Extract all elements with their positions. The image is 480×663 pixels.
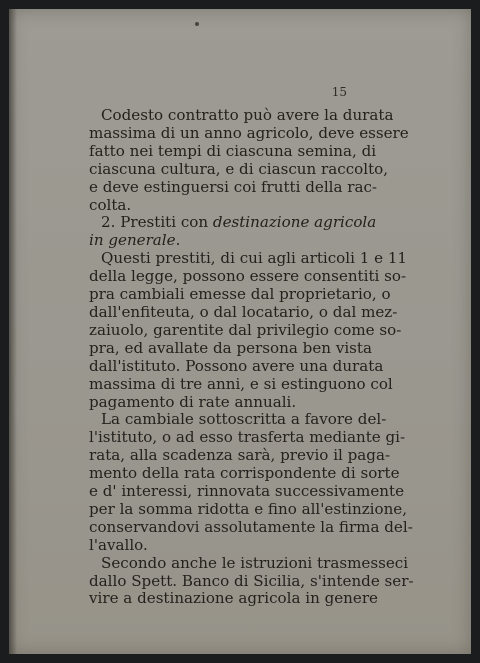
text-line-plain: e d' interessi, rinnovata successivamente — [89, 482, 405, 501]
text-line — [89, 482, 405, 501]
text-line-plain: l'avallo. — [89, 535, 148, 554]
text-line-plain: pra, ed avallate da persona ben vista — [89, 338, 372, 357]
text-line — [89, 285, 391, 304]
text-line — [89, 197, 372, 215]
text-line — [89, 374, 393, 394]
text-line — [89, 302, 398, 322]
text-line — [89, 267, 407, 286]
text-line — [89, 553, 409, 573]
text-line — [89, 141, 377, 161]
text-line-plain: pagamento di rate annuali. — [89, 392, 297, 411]
text-line-plain: Codesto contratto può avere la durata — [101, 106, 394, 124]
text-line — [89, 537, 372, 555]
text-line-italic: in generale. — [89, 231, 181, 250]
text-line — [89, 410, 387, 429]
paper-speck — [195, 22, 199, 26]
text-line-plain: dall'istituto. Possono avere una durata — [89, 356, 384, 375]
text-line — [89, 464, 400, 483]
text-line-plain: conservandovi assolutamente la firma del- — [89, 517, 413, 536]
text-line — [89, 213, 377, 232]
text-line — [89, 249, 408, 268]
body-text — [89, 106, 414, 608]
text-line-plain: Secondo anche le istruzioni trasmesseci — [101, 553, 409, 572]
text-line — [89, 446, 391, 465]
text-line — [89, 517, 413, 537]
text-line — [89, 106, 394, 125]
book-page — [9, 9, 471, 654]
text-line-plain: l'istituto, o ad esso trasferta mediante gi- — [89, 428, 406, 447]
text-line-plain: dallo Spett. Banco di Sicilia, s'intende ser- — [89, 571, 414, 590]
text-line-plain: e deve estinguersi coi frutti della rac- — [89, 177, 378, 196]
text-line-plain: colta. — [89, 195, 132, 214]
text-line-plain: massima di un anno agricolo, deve essere — [89, 123, 409, 142]
page-number: 15 — [331, 85, 347, 99]
text-line-plain: mento della rata corrispondente di sorte — [89, 464, 400, 483]
text-line-plain: per la somma ridotta e fino all'estinzione, — [89, 499, 408, 518]
text-line-plain: fatto nei tempi di ciascuna semina, di — [89, 141, 377, 160]
text-line-plain: 2. Prestiti con — [101, 213, 209, 232]
text-line-plain: rata, alla scadenza sarà, previo il paga- — [89, 446, 391, 465]
page-gutter-shadow — [9, 9, 17, 654]
text-line — [89, 499, 408, 519]
text-line-italic: destinazione agricola — [212, 213, 377, 232]
text-line-plain: massima di tre anni, e si estinguono col — [89, 374, 393, 393]
text-line — [89, 571, 414, 591]
text-line-plain: pra cambiali emesse dal proprietario, o — [89, 285, 391, 304]
text-line — [89, 394, 372, 412]
text-line-plain: ciascuna cultura, e di ciascun raccolto, — [89, 159, 389, 178]
text-line — [89, 232, 372, 250]
text-line — [89, 177, 378, 197]
text-line — [89, 589, 378, 608]
text-line-plain: dall'enfiteuta, o dal locatario, o dal mez- — [89, 302, 398, 321]
text-line-plain: Questi prestiti, di cui agli articoli 1 e 11 — [101, 249, 408, 268]
text-line — [89, 320, 402, 340]
text-line-plain: zaiuolo, garentite dal privilegio come so- — [89, 320, 402, 339]
text-line — [89, 356, 384, 376]
text-line — [89, 428, 406, 447]
text-line-plain: vire a destinazione agricola in genere — [89, 589, 378, 608]
text-line — [89, 340, 372, 358]
text-line — [89, 159, 389, 179]
text-line-plain: La cambiale sottoscritta a favore del- — [101, 410, 387, 429]
text-line-plain: della legge, possono essere consentiti so- — [89, 267, 407, 286]
text-line — [89, 123, 409, 143]
